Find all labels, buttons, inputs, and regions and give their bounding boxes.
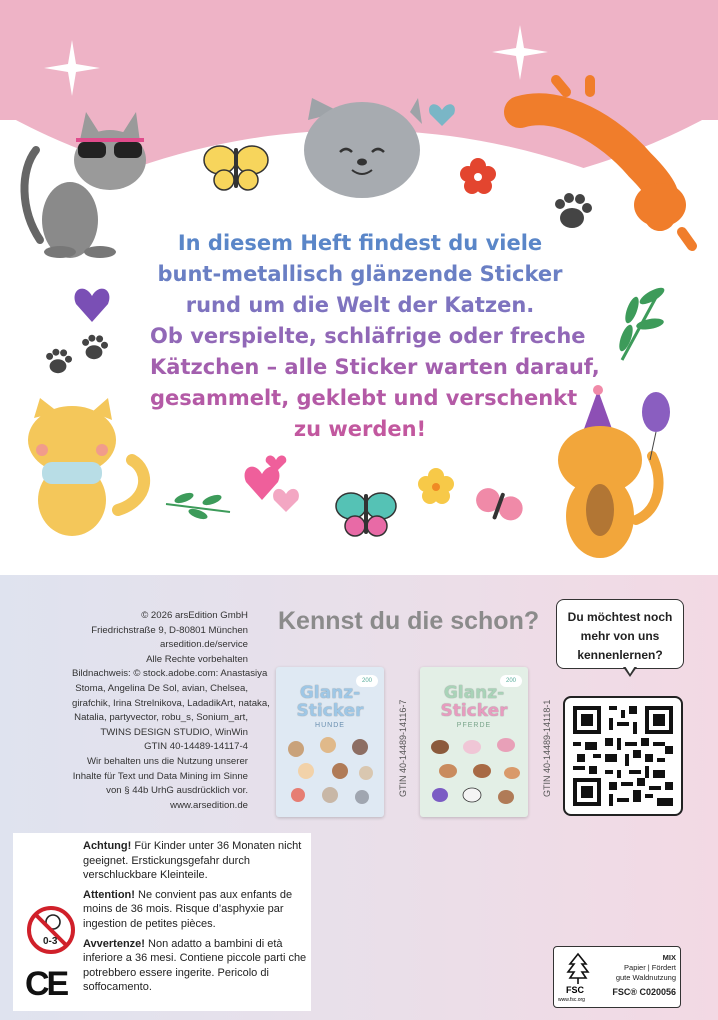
intro-line: gesammelt, geklebt und verschenkt bbox=[150, 386, 578, 410]
bubble-line: Du möchtest noch bbox=[567, 610, 673, 624]
imprint-line: von § 44b UrhG ausdrücklich vor. bbox=[106, 785, 248, 797]
imprint-line: girafchik, Irina Strelnikova, LadadikArt, nataka, bbox=[72, 697, 270, 709]
imprint-line: Wir behalten uns die Nutzung unserer bbox=[86, 755, 248, 767]
warning-fr bbox=[83, 888, 307, 932]
speech-bubble bbox=[556, 599, 684, 669]
warning-body: Non adatto a bambini di età inferiore a 36 mesi. Contiene piccole parti che potrebbero essere ingerite. Pericolo di soffocamento. bbox=[83, 937, 307, 994]
warning-body: Für Kinder unter 36 Monaten nicht geeignet. Erstickungsgefahr durch verschluckbare Kleinteile. bbox=[83, 840, 302, 882]
intro-line: bunt-metallisch glänzende Sticker bbox=[157, 262, 563, 286]
ce-mark: CE bbox=[25, 965, 67, 1003]
horse-stickers-icon bbox=[420, 667, 528, 817]
fsc-line: gute Waldnutzung bbox=[615, 973, 676, 982]
gtin-label: GTIN 40-14489-14118-1 bbox=[542, 699, 552, 797]
fsc-label bbox=[553, 946, 681, 1008]
warning-title: Attention! bbox=[83, 888, 135, 901]
book-title: Glanz- bbox=[443, 683, 505, 703]
age-warning-icon bbox=[25, 904, 77, 956]
fsc-website: www.fsc.org bbox=[558, 997, 585, 1003]
book-title: Sticker bbox=[440, 701, 508, 721]
fsc-logo-text: FSC bbox=[566, 985, 584, 995]
back-cover-info bbox=[0, 575, 718, 1020]
book-title: Sticker bbox=[296, 701, 364, 721]
qr-code[interactable] bbox=[563, 696, 683, 816]
bubble-tail-fill bbox=[625, 666, 635, 674]
bubble-line: kennenlernen? bbox=[577, 648, 663, 662]
intro-line: rund um die Welt der Katzen. bbox=[185, 293, 535, 317]
intro-line: In diesem Heft findest du viele bbox=[177, 231, 543, 255]
warning-de bbox=[83, 839, 307, 883]
imprint-line: www.arsedition.de bbox=[170, 799, 248, 811]
qr-code-icon bbox=[573, 706, 673, 806]
imprint-line: Friedrichstraße 9, D-80801 München bbox=[91, 624, 248, 636]
imprint-line: Alle Rechte vorbehalten bbox=[146, 653, 248, 665]
intro-line: Ob verspielte, schläfrige oder freche bbox=[150, 324, 586, 348]
intro-line: zu werden! bbox=[293, 417, 427, 441]
imprint-line: Bildnachweis: © stock.adobe.com: Anastasiya bbox=[72, 668, 268, 680]
fsc-license: FSC® C020056 bbox=[612, 987, 676, 997]
age-label: 0-3 bbox=[43, 936, 58, 947]
book-subtitle: PFERDE bbox=[456, 722, 492, 729]
imprint-line: Inhalte für Text und Data Mining im Sinne bbox=[72, 770, 248, 782]
promo-heading: Kennst du die schon? bbox=[278, 607, 540, 635]
gtin-label: GTIN 40-14489-14116-7 bbox=[398, 699, 408, 797]
imprint-line: Stoma, Angelina De Sol, avian, Chelsea, bbox=[75, 682, 248, 694]
sparkle-icon bbox=[44, 25, 548, 96]
imprint-line: GTIN 40-14489-14117-4 bbox=[144, 741, 248, 753]
intro-text bbox=[150, 228, 600, 445]
warning-text bbox=[83, 839, 307, 1000]
warning-body: Ne convient pas aux enfants de moins de 36 mois. Risque d’asphyxie par ingestion de petites pièces. bbox=[83, 888, 293, 930]
warning-title: Avvertenze! bbox=[83, 937, 145, 950]
imprint-line: © 2026 arsEdition GmbH bbox=[141, 610, 248, 621]
butterfly-icon bbox=[336, 493, 396, 536]
intro-line: Kätzchen – alle Sticker warten darauf, bbox=[150, 355, 600, 379]
imprint-line: arsedition.de/service bbox=[160, 639, 248, 651]
fsc-mix: MIX bbox=[662, 953, 676, 962]
dog-stickers-icon bbox=[276, 667, 384, 817]
sticker-count-badge: 200 bbox=[500, 675, 522, 687]
book-subtitle: HUNDE bbox=[315, 722, 345, 729]
sticker-count-badge: 200 bbox=[356, 675, 378, 687]
warning-title: Achtung! bbox=[83, 840, 132, 852]
warning-it bbox=[83, 937, 307, 995]
fsc-line: Papier | Fördert bbox=[624, 963, 676, 972]
book-cover-pferde[interactable] bbox=[420, 667, 528, 817]
heart-icon bbox=[429, 104, 455, 126]
fsc-tree-icon bbox=[560, 952, 596, 986]
imprint bbox=[72, 609, 270, 813]
book-title: Glanz- bbox=[299, 683, 361, 703]
imprint-line: TWINS DESIGN STUDIO, WinWin bbox=[100, 726, 248, 738]
safety-warning-box bbox=[13, 833, 311, 1011]
imprint-line: Natalia, partyvector, robu_s, Sonium_art, bbox=[74, 712, 248, 724]
book-cover-hunde[interactable] bbox=[276, 667, 384, 817]
bubble-line: mehr von uns bbox=[580, 629, 660, 643]
fsc-details bbox=[596, 953, 676, 997]
